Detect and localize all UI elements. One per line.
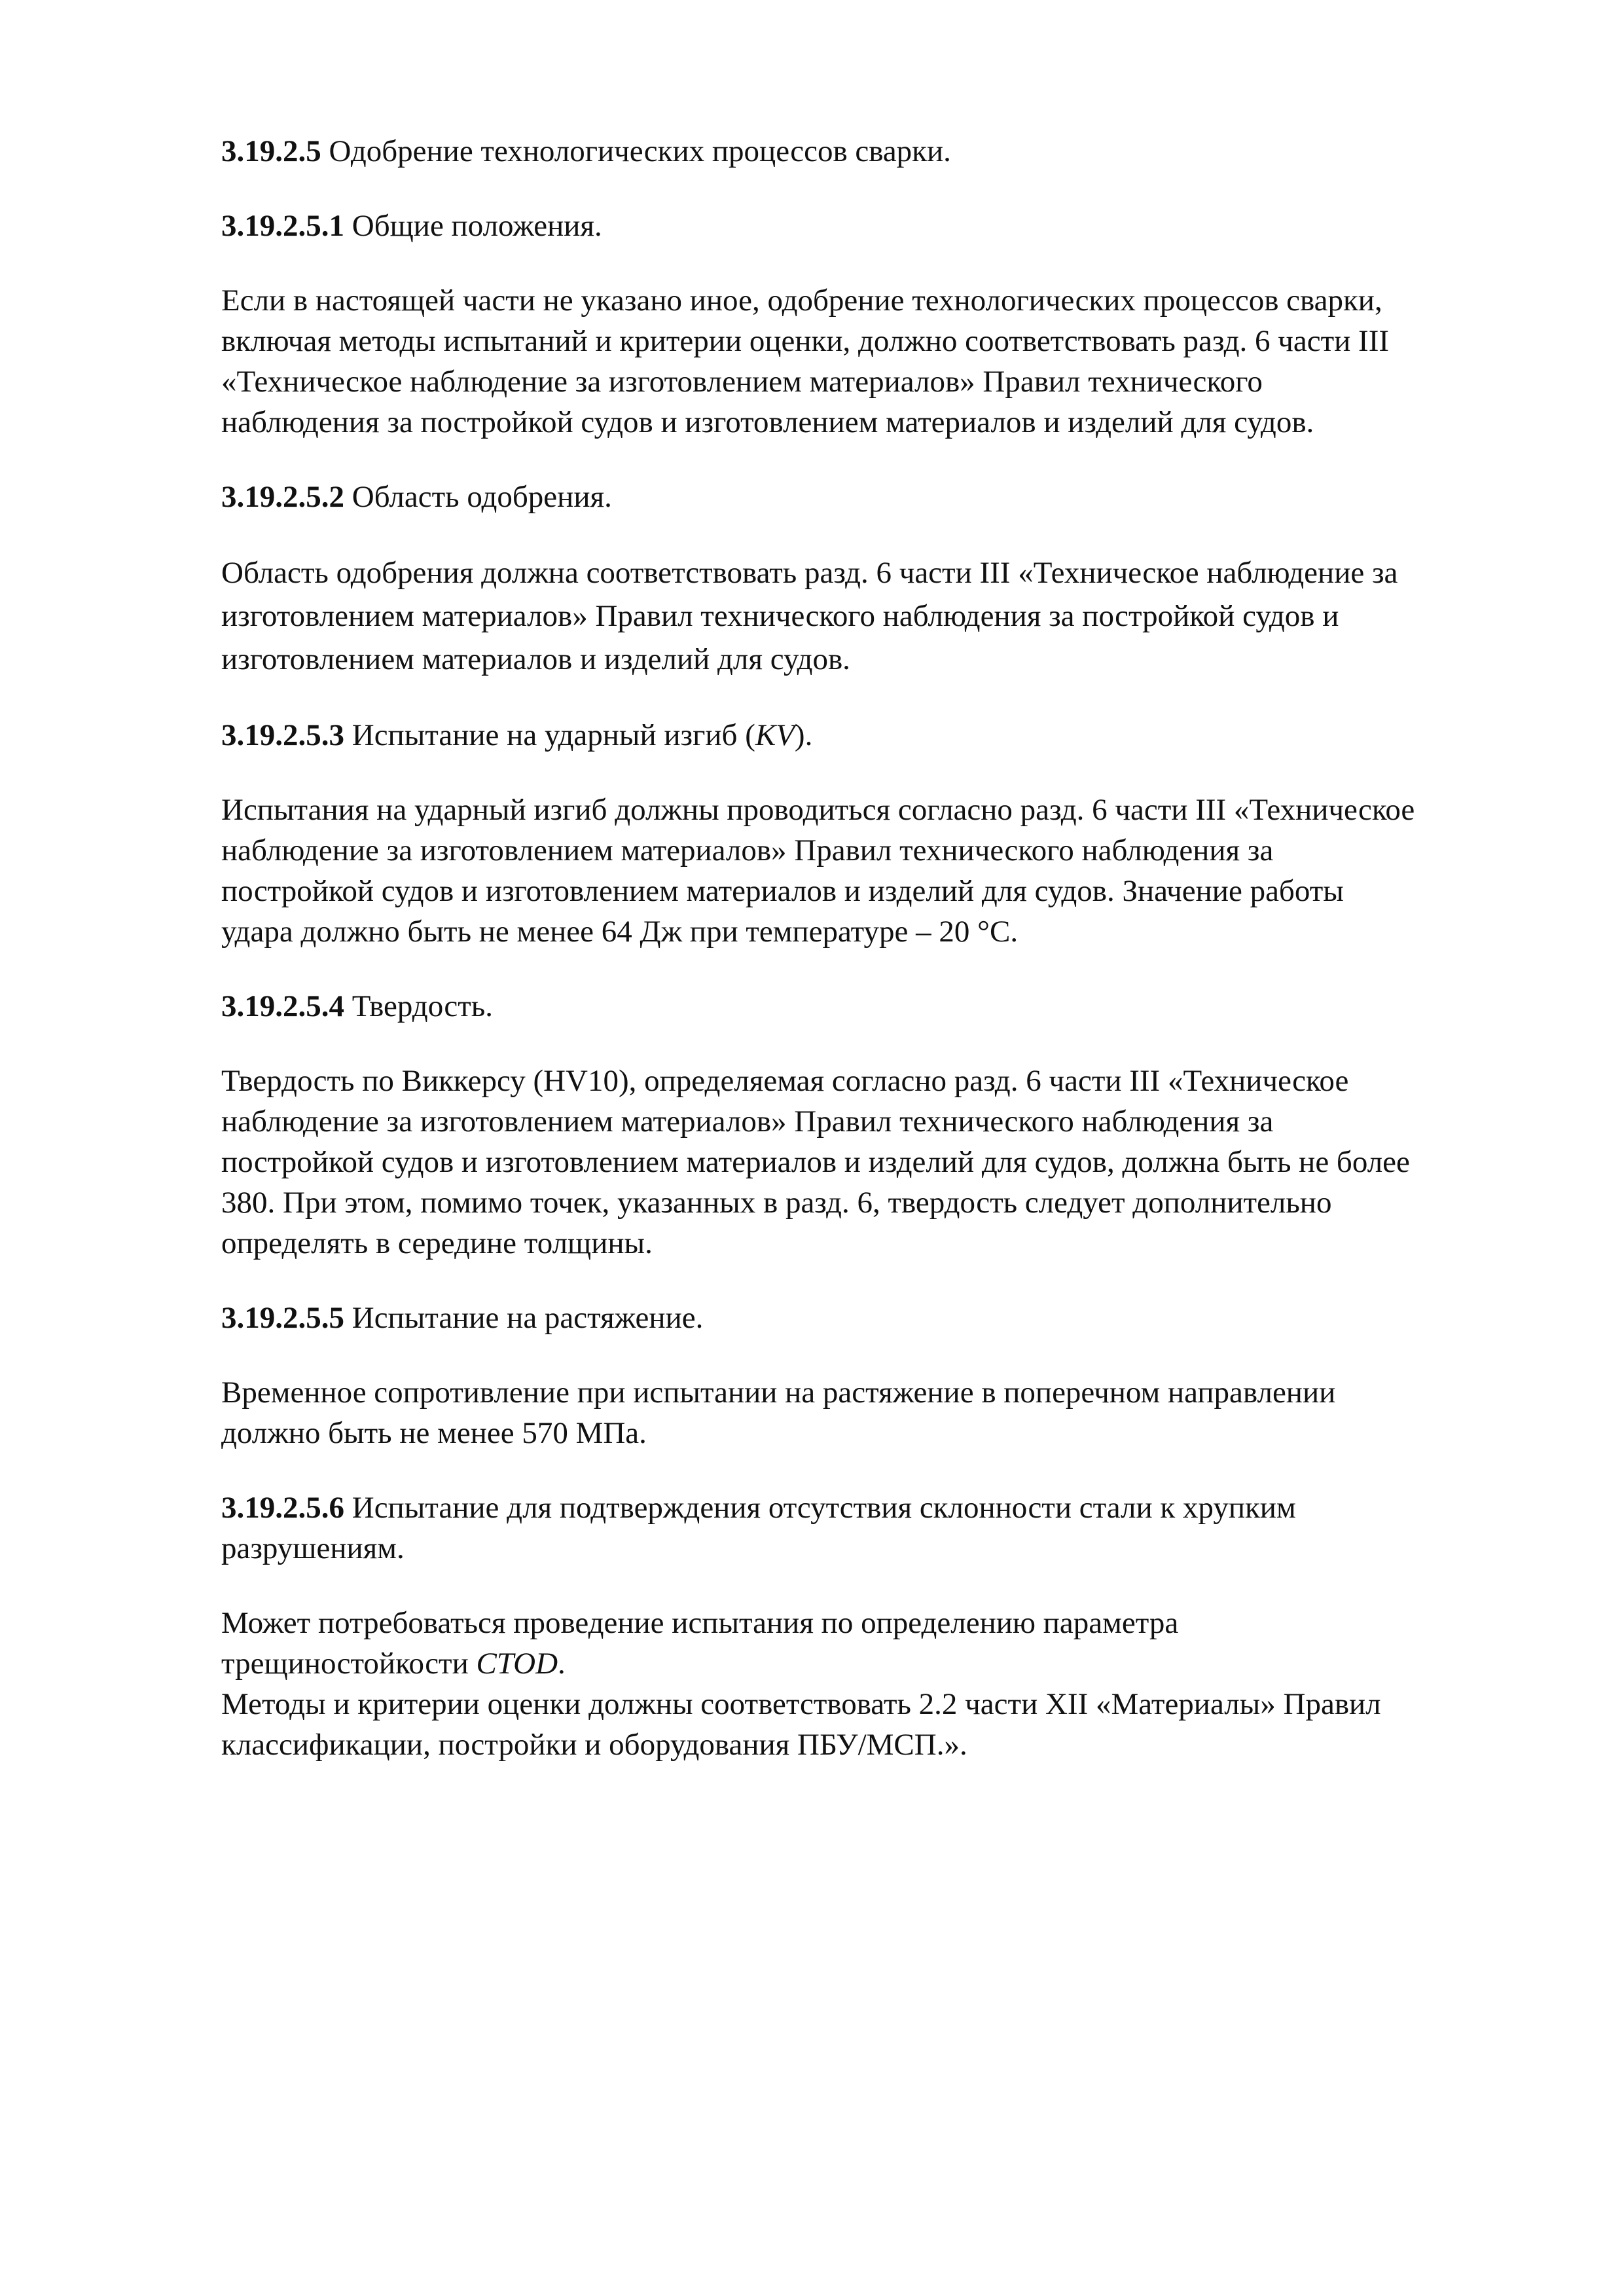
section-title: Общие положения.: [344, 209, 602, 243]
section-heading-3-19-2-5: [221, 131, 1524, 172]
paragraph-line: классификации, постройки и оборудования ПБУ/МСП.».: [221, 1728, 967, 1762]
paragraph-line: Методы и критерии оценки должны соответствовать 2.2 части XII «Материалы» Правил: [221, 1687, 1381, 1721]
section-title-line: разрушениям.: [221, 1531, 405, 1565]
section-number: 3.19.2.5.4: [221, 989, 344, 1023]
paragraph-line: наблюдения за постройкой судов и изготовлением материалов и изделий для судов.: [221, 405, 1314, 439]
paragraph-line: Испытания на ударный изгиб должны проводиться согласно разд. 6 части III «Техническое: [221, 793, 1415, 827]
section-number: 3.19.2.5.1: [221, 209, 344, 243]
paragraph-line: [221, 1643, 1524, 1684]
paragraph-line: включая методы испытаний и критерии оценки, должно соответствовать разд. 6 части III: [221, 324, 1390, 358]
paragraph-line: 380. При этом, помимо точек, указанных в разд. 6, твердость следует дополнительно: [221, 1186, 1332, 1220]
section-heading-3-19-2-5-3: [221, 715, 1524, 756]
section-title: Испытание для подтверждения отсутствия склонности стали к хрупким: [344, 1491, 1296, 1525]
paragraph-hardness: [221, 1061, 1524, 1264]
section-number: 3.19.2.5.6: [221, 1491, 344, 1525]
section-number: 3.19.2.5.5: [221, 1301, 344, 1335]
section-heading-3-19-2-5-4: [221, 986, 1524, 1027]
paragraph-line: Может потребоваться проведение испытания по определению параметра: [221, 1606, 1179, 1640]
section-title-italic: KV: [755, 718, 795, 752]
paragraph-line: наблюдение за изготовлением материалов» Правил технического наблюдения за: [221, 1104, 1274, 1139]
paragraph-line: «Техническое наблюдение за изготовлением материалов» Правил технического: [221, 365, 1263, 399]
paragraph-methods-criteria: [221, 1684, 1524, 1765]
section-title: Испытание на растяжение.: [344, 1301, 704, 1335]
section-number: 3.19.2.5: [221, 134, 321, 168]
section-title-end: ).: [794, 718, 813, 752]
section-heading-3-19-2-5-1: [221, 206, 1524, 246]
paragraph-line: наблюдение за изготовлением материалов» Правил технического наблюдения за: [221, 833, 1274, 867]
paragraph-line: должно быть не менее 570 МПа.: [221, 1416, 647, 1450]
section-title: Испытание на ударный изгиб (: [344, 718, 755, 752]
paragraph-line: Если в настоящей части не указано иное, одобрение технологических процессов сварки,: [221, 283, 1382, 318]
document-page: [221, 131, 1524, 1799]
paragraph-line: постройкой судов и изготовлением материалов и изделий для судов, должна быть не более: [221, 1145, 1410, 1179]
paragraph-tensile-test: [221, 1372, 1524, 1453]
paragraph-line: Временное сопротивление при испытании на растяжение в поперечном направлении: [221, 1376, 1336, 1410]
paragraph-line: изготовлением материалов» Правил технического наблюдения за постройкой судов и: [221, 599, 1339, 633]
section-title: Твердость.: [344, 989, 493, 1023]
paragraph-line: изготовлением материалов и изделий для судов.: [221, 642, 850, 676]
paragraph-general-provisions: [221, 280, 1524, 443]
paragraph-text: трещиностойкости: [221, 1647, 477, 1681]
paragraph-line: определять в середине толщины.: [221, 1226, 653, 1260]
paragraph-impact-test: [221, 790, 1524, 952]
paragraph-approval-scope: [221, 551, 1524, 681]
paragraph-text-end: .: [558, 1647, 566, 1681]
section-number: 3.19.2.5.2: [221, 480, 344, 514]
section-heading-3-19-2-5-6: [221, 1487, 1524, 1569]
paragraph-line: удара должно быть не менее 64 Дж при температуре – 20 °С.: [221, 915, 1019, 949]
section-number: 3.19.2.5.3: [221, 718, 344, 752]
section-title: Одобрение технологических процессов сварки.: [321, 134, 951, 168]
paragraph-line: Твердость по Виккерсу (HV10), определяемая согласно разд. 6 части III «Техническое: [221, 1064, 1349, 1098]
paragraph-ctod: [221, 1603, 1524, 1684]
section-heading-3-19-2-5-5: [221, 1298, 1524, 1338]
section-title: Область одобрения.: [344, 480, 612, 514]
paragraph-line: Область одобрения должна соответствовать разд. 6 части III «Техническое наблюдение за: [221, 556, 1398, 590]
paragraph-line: постройкой судов и изготовлением материалов и изделий для судов. Значение работы: [221, 874, 1344, 908]
section-heading-3-19-2-5-2: [221, 477, 1524, 517]
paragraph-italic-term: CTOD: [476, 1647, 558, 1681]
